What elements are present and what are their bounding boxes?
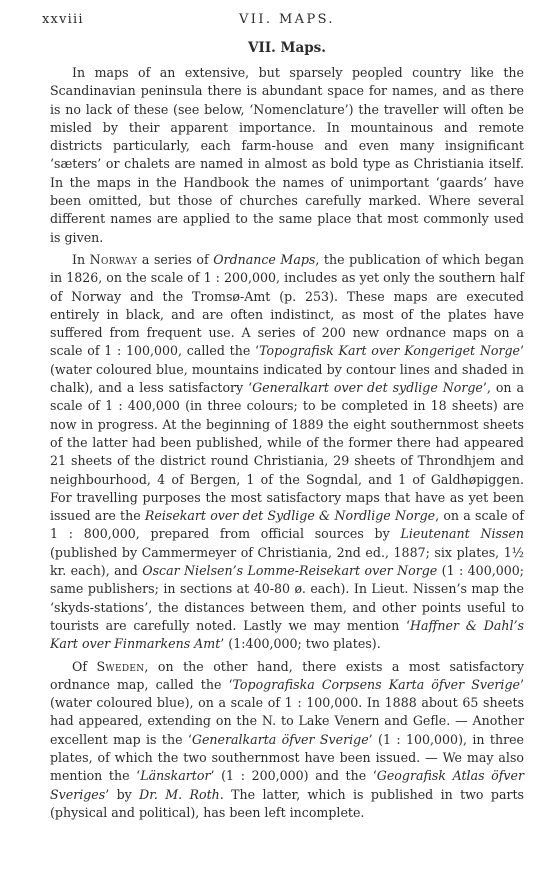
page-number: xxviii <box>42 12 84 27</box>
text-run: ’, on a scale of 1 : 400,000 (in three colours; to be completed in 18 sheets) are now in progress. At the beginning of 1889 the eight southernmost sheets of the latter had been published, while of the former there had appeared 21 sheets of the district round Christiania, 29 sheets of Throndhjem and neighbourhood, 4 of Bergen, 1 of the Sogndal, and 1 of Galdhøpiggen. For travelling purposes the most satisfactory maps that have as yet been issued are the <box>50 380 524 524</box>
running-title: VII. MAPS. <box>239 12 335 27</box>
text-run: a series of <box>137 251 214 267</box>
text-run: ’ by <box>105 786 140 802</box>
map-title-reisekart: Reisekart over det Sydlige & Nordlige Norge <box>144 508 436 524</box>
map-title-geografisk-atlas: Geografisk Atlas öfver Sveriges <box>50 768 525 802</box>
section-title: VII. Maps. <box>248 40 326 56</box>
map-title-generalkarta: Generalkarta öfver Sverige <box>191 731 369 747</box>
text-run: Of <box>72 658 97 674</box>
text-run: , on a scale of 1 : 800,000, prepared from official sources by <box>50 508 524 542</box>
map-title-ordnance: Ordnance Maps <box>213 251 316 267</box>
map-title-haffner-dahl: Haffner & Dahl’s Kart over Finmarkens Amt <box>50 617 524 652</box>
page <box>42 12 525 822</box>
text-run: , on the other hand, there exists a most satisfactory ordnance map, called the ‘ <box>50 658 524 692</box>
paragraph-norway <box>50 251 524 654</box>
map-title-nielsen: Oscar Nielsen’s Lomme-Reisekart over Norge <box>142 563 438 579</box>
text-run: (published by Cammermeyer of Christiania, 2nd ed., 1887; six plates, 1½ kr. each), and <box>50 544 524 579</box>
map-title-topografisk: Topografisk Kart over Kongeriget Norge <box>259 343 520 359</box>
text-run: , the publication of which began in 1826, on the scale of 1 : 200,000, includes as yet only the southern half of Norway and the Tromsø-Amt (p. 253). These maps are executed entirely in black, and are often indistinct, as most of the plates have suffered from frequent use. A series of 200 new ordnance maps on a scale of 1 : 100,000, called the ‘ <box>50 251 524 359</box>
map-title-topografiska: Topografiska Corpsens Karta öfver Sverige <box>232 676 520 692</box>
running-head <box>42 12 524 32</box>
text-run: (1 : 400,000; same publishers; in sections at 40-80 ø. each). In Lieut. Nissen’s map the ‘skyds-stations’, the distances between them, and other points useful to tourists are carefully noted. Lastly we may mention ‘ <box>50 563 524 633</box>
text-run: . The latter, which is published in two parts (physical and political), has been left incomplete. <box>50 786 524 820</box>
text-run: ’ (water coloured blue, mountains indicated by contour lines and shaded in chalk), and a less satisfactory ‘ <box>50 343 524 396</box>
map-title-generalkart: Generalkart over det sydlige Norge <box>252 380 483 396</box>
map-title-lanskartor: Länskartor <box>140 768 211 784</box>
text-run: ’ (1 : 200,000) and the ‘ <box>210 768 377 784</box>
country-name-sweden: Sweden <box>96 658 145 674</box>
paragraph-sweden <box>50 658 524 823</box>
text-run: ’ (water coloured blue), on a scale of 1 : 100,000. In 1888 about 65 sheets had appeared, extending on the N. to Lake Venern and Gefle. — Another excellent map is the ‘ <box>50 676 524 747</box>
text-run: In <box>72 251 90 267</box>
text-run: ’ (1 : 100,000), in three plates, of which the two southernmost have been issued. — We may also mention the ‘ <box>50 731 524 784</box>
author-name-roth: Dr. M. Roth <box>139 786 220 802</box>
author-name-nissen: Lieutenant Nissen <box>400 526 524 542</box>
country-name-norway: Norway <box>89 251 138 267</box>
text-run: ’ (1:400,000; two plates). <box>220 636 381 652</box>
paragraph-intro: In maps of an extensive, but sparsely peopled country like the Scandinavian peninsula there is abundant space for names, and as there is no lack of these (see below, ‘Nomenclature’) the traveller will often be misled by their apparent importance. In mountainous and remote districts particularly, each farm-house and even many insignificant ‘sæters’ or chalets are named in almost as bold type as Christiania itself. In the maps in the Handbook the names of unimportant ‘gaards’ have been omitted, but those of churches carefully marked. Where several different names are applied to the same place that most commonly used is given. <box>50 65 524 245</box>
